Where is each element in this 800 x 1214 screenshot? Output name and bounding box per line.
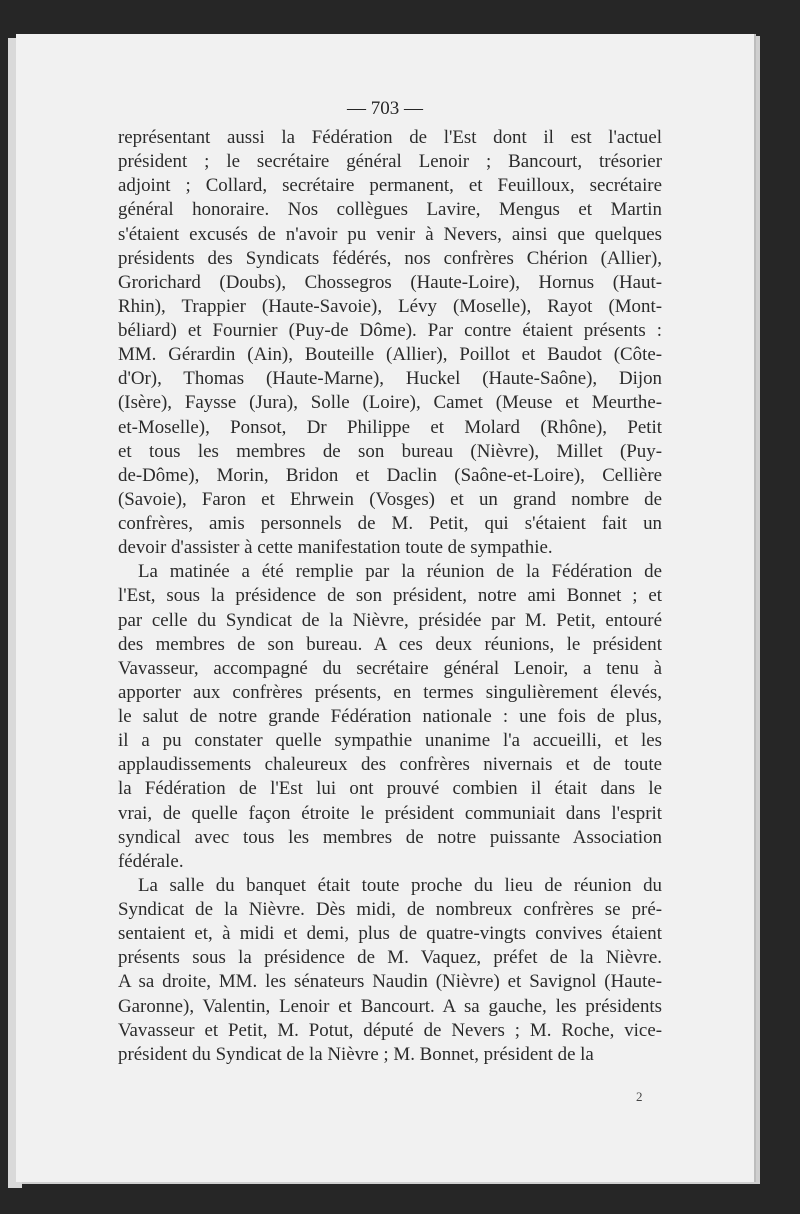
text-line: présidents des Syndicats fédérés, nos confrères Chérion (Allier), [118,247,662,269]
text-line: d'Or), Thomas (Haute-Marne), Huckel (Haute-Saône), Dijon [118,368,662,390]
text-line: et-Moselle), Ponsot, Dr Philippe et Molard (Rhône), Petit [118,416,662,438]
page-number: — 703 — [347,98,423,119]
paragraph [118,126,662,560]
text-line: La matinée a été remplie par la réunion de la Fédération de [138,561,662,583]
body-text [118,126,662,1067]
text-line: s'étaient excusés de n'avoir pu venir à Nevers, ainsi que quelques [118,223,662,245]
text-line: il a pu constater quelle sympathie unanime l'a accueilli, et les [118,730,662,752]
signature-mark: 2 [636,1089,643,1104]
text-line: Vavasseur, accompagné du secrétaire général Lenoir, a tenu à [118,657,662,679]
text-line: Garonne), Valentin, Lenoir et Bancourt. A sa gauche, les présidents [118,995,662,1017]
text-line: sentaient et, à midi et demi, plus de quatre-vingts convives étaient [118,923,662,945]
text-line: le salut de notre grande Fédération nationale : une fois de plus, [118,706,662,727]
text-line: par celle du Syndicat de la Nièvre, présidée par M. Petit, entouré [118,609,662,631]
text-line: Rhin), Trappier (Haute-Savoie), Lévy (Moselle), Rayot (Mont- [118,295,662,317]
text-line: l'Est, sous la présidence de son président, notre ami Bonnet ; et [118,585,662,607]
text-line: béliard) et Fournier (Puy-de Dôme). Par contre étaient présents : [118,320,662,341]
text-line: devoir d'assister à cette manifestation toute de sympathie. [118,537,553,559]
text-line: confrères, amis personnels de M. Petit, qui s'étaient fait un [118,513,662,534]
text-line: président ; le secrétaire général Lenoir ; Bancourt, trésorier [118,151,662,173]
text-line: vrai, de quelle façon étroite le président communiait dans l'esprit [118,802,662,824]
text-line: Vavasseur et Petit, M. Potut, député de Nevers ; M. Roche, vice- [118,1019,662,1041]
text-line: (Isère), Faysse (Jura), Solle (Loire), Camet (Meuse et Meurthe- [118,392,662,414]
text-line: général honoraire. Nos collègues Lavire, Mengus et Martin [118,199,662,221]
document-page [16,34,754,1182]
text-line: fédérale. [118,850,184,872]
text-line: applaudissements chaleureux des confrères nivernais et de toute [118,754,662,776]
text-line: adjoint ; Collard, secrétaire permanent, et Feuilloux, secrétaire [118,175,662,197]
text-line: présents sous la présidence de M. Vaquez, préfet de la Nièvre. [118,947,662,969]
text-line: Syndicat de la Nièvre. Dès midi, de nombreux confrères se pré- [118,899,662,920]
text-line: Grorichard (Doubs), Chossegros (Haute-Loire), Hornus (Haut- [118,271,662,293]
text-line: apporter aux confrères présents, en termes singulièrement élevés, [118,681,662,703]
text-line: syndical avec tous les membres de notre puissante Association [118,826,662,848]
text-line: des membres de son bureau. A ces deux réunions, le président [118,633,662,655]
paragraph [118,560,662,874]
text-line: représentant aussi la Fédération de l'Est dont il est l'actuel [118,127,662,148]
text-line: A sa droite, MM. les sénateurs Naudin (Nièvre) et Savignol (Haute- [118,971,662,993]
text-line: MM. Gérardin (Ain), Bouteille (Allier), Poillot et Baudot (Côte- [118,344,662,366]
text-line: président du Syndicat de la Nièvre ; M. Bonnet, président de la [118,1043,594,1065]
paragraph [118,874,662,1067]
text-line: de-Dôme), Morin, Bridon et Daclin (Saône-et-Loire), Cellière [118,464,662,486]
text-line: et tous les membres de son bureau (Nièvre), Millet (Puy- [118,440,662,462]
text-line: la Fédération de l'Est lui ont prouvé combien il était dans le [118,778,662,800]
text-line: La salle du banquet était toute proche du lieu de réunion du [138,874,662,896]
text-line: (Savoie), Faron et Ehrwein (Vosges) et un grand nombre de [118,488,662,510]
